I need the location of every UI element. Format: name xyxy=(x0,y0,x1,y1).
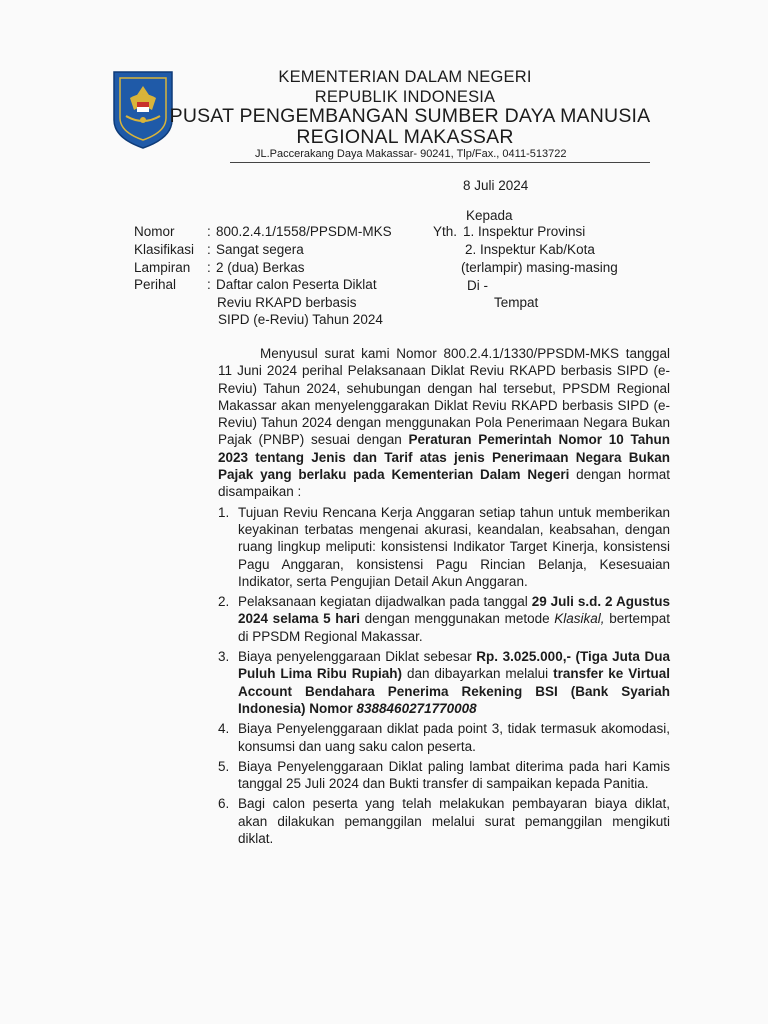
item-text: Pelaksanaan kegiatan dijadwalkan pada tanggal xyxy=(238,594,532,610)
item-text: dan dibayarkan melalui xyxy=(402,666,554,682)
item-number: 6. xyxy=(218,796,230,812)
perihal-colon: : xyxy=(207,277,211,292)
letterhead-center-name: PUSAT PENGEMBANGAN SUMBER DAYA MANUSIA xyxy=(169,105,651,127)
lampiran-colon: : xyxy=(207,260,211,275)
lampiran-value: 2 (dua) Berkas xyxy=(216,260,305,275)
perihal-line-2: Reviu RKAPD berbasis xyxy=(217,295,357,310)
nomor-value: 800.2.4.1/1558/PPSDM-MKS xyxy=(216,224,392,239)
letterhead-address: JL.Paccerakang Daya Makassar- 90241, Tlp/Fax., 0411-513722 xyxy=(255,148,567,160)
letterhead-republic: REPUBLIK INDONESIA xyxy=(314,88,496,106)
intro-closing: dengan hormat disampaikan : xyxy=(218,467,670,500)
item-account-number: 8388460271770008 xyxy=(356,700,477,716)
recipient-kepada: Kepada xyxy=(466,208,513,223)
list-item xyxy=(218,593,670,645)
list-item xyxy=(218,758,670,793)
item-number: 3. xyxy=(218,649,230,665)
recipient-yth: Yth. xyxy=(433,224,458,239)
list-item xyxy=(218,795,670,847)
intro-regulation: Peraturan Pemerintah Nomor 10 Tahun 2023 tentang Jenis dan Tarif atas jenis Penerimaan Negara Bukan Pajak yang berlaku pada Kementerian Dalam Negeri xyxy=(218,432,670,483)
item-number: 1. xyxy=(218,504,230,520)
recipient-di: Di - xyxy=(467,278,488,293)
points-list xyxy=(218,504,670,848)
nomor-label: Nomor xyxy=(134,224,175,239)
item-bank: transfer ke Virtual Account Bendahara Penerima Rekening BSI (Bank Syariah Indonesia) Nomor xyxy=(238,666,670,716)
recipient-line-2: 2. Inspektur Kab/Kota xyxy=(465,242,595,257)
perihal-line-1: Daftar calon Peserta Diklat xyxy=(216,277,377,292)
item-text: Biaya Penyelenggaraan Diklat paling lambat diterima pada hari Kamis tanggal 25 Juli 2024 dan Bukti transfer di sampaikan kepada Panitia. xyxy=(238,758,670,792)
item-number: 2. xyxy=(218,594,230,610)
klasifikasi-value: Sangat segera xyxy=(216,242,304,257)
item-schedule: 29 Juli s.d. 2 Agustus 2024 selama 5 hari xyxy=(238,594,670,627)
item-text: bertempat di PPSDM Regional Makassar. xyxy=(238,611,670,644)
item-text: Biaya penyelenggaraan Diklat sebesar xyxy=(238,649,477,665)
list-item xyxy=(218,504,670,590)
item-text: Biaya Penyelenggaraan diklat pada point 3, tidak termasuk akomodasi, konsumsi dan uang saku calon peserta. xyxy=(238,721,670,754)
item-method: Klasikal, xyxy=(554,611,605,627)
item-number: 5. xyxy=(218,758,230,774)
item-text: Bagi calon peserta yang telah melakukan pembayaran biaya diklat, akan dilakukan pemanggilan melalui surat pemanggilan mengikuti diklat. xyxy=(238,796,670,847)
list-item xyxy=(218,720,670,755)
letterhead-region: REGIONAL MAKASSAR xyxy=(296,126,514,148)
letter-body xyxy=(218,345,670,847)
klasifikasi-label: Klasifikasi xyxy=(134,242,195,257)
list-item xyxy=(218,648,670,717)
item-text: dengan menggunakan metode xyxy=(360,611,555,627)
klasifikasi-colon: : xyxy=(207,242,211,257)
letterhead-divider xyxy=(230,162,650,163)
intro-paragraph xyxy=(218,345,670,501)
recipient-line-3: (terlampir) masing-masing xyxy=(461,260,618,275)
perihal-line-3: SIPD (e-Reviu) Tahun 2024 xyxy=(218,312,383,327)
nomor-colon: : xyxy=(207,224,211,239)
letterhead-ministry: KEMENTERIAN DALAM NEGERI xyxy=(278,68,532,86)
perihal-label: Perihal xyxy=(134,277,177,292)
recipient-tempat: Tempat xyxy=(494,295,539,310)
lampiran-label: Lampiran xyxy=(134,260,191,275)
recipient-line-1: 1. Inspektur Provinsi xyxy=(463,224,586,239)
item-fee: Rp. 3.025.000,- (Tiga Juta Dua Puluh Lima Ribu Rupiah) xyxy=(238,649,670,682)
item-number: 4. xyxy=(218,721,230,737)
intro-text: Menyusul surat kami Nomor 800.2.4.1/1330/PPSDM-MKS tanggal 11 Juni 2024 perihal Pelaksanaan Diklat Reviu RKAPD berbasis SIPD (e-Reviu) Tahun 2024, sehubungan dengan hal tersebut, PPSDM Regional Makassar akan menyelenggarakan Diklat Reviu RKAPD berbasis SIPD (e-Reviu) Tahun 2024 dengan menggunakan Pola Penerimaan Negara Bukan Pajak (PNBP) sesuai dengan xyxy=(218,346,670,448)
letter-date: 8 Juli 2024 xyxy=(463,178,529,193)
item-text: Tujuan Reviu Rencana Kerja Anggaran setiap tahun untuk memberikan keyakinan terbatas mengenai akurasi, keandalan, keabsahan, dengan ruang lingkup meliputi: konsistensi Indikator Target Kinerja, konsistensi Pagu Anggaran, konsistensi Pagu Rincian Belanja, Kesesuaian Indikator, serta Pengujian Detail Akun Anggaran. xyxy=(238,504,670,589)
